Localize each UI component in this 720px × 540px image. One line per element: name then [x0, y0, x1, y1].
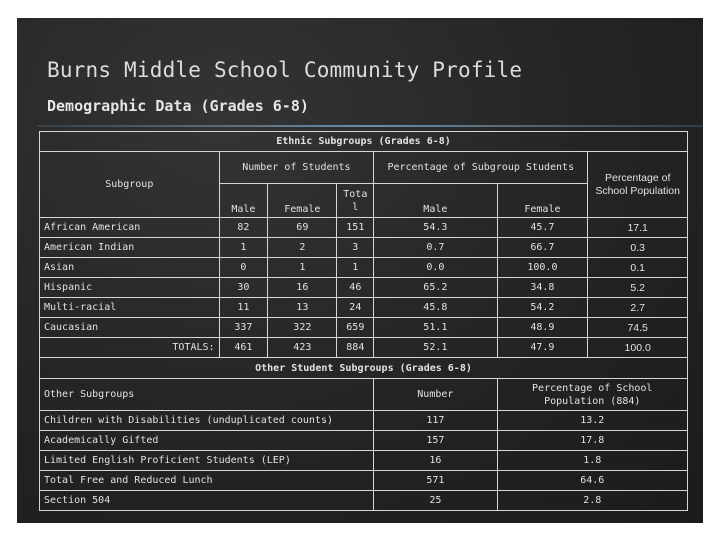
pct-school: 0.3: [588, 238, 688, 258]
table-row: [40, 411, 688, 431]
male-count: 82: [219, 218, 268, 238]
pct-male: 54.3: [374, 218, 497, 238]
table-row: [40, 258, 688, 278]
table-row: [40, 431, 688, 451]
pct-female: 48.9: [497, 318, 588, 338]
pct-female: 45.7: [497, 218, 588, 238]
pct-male: 51.1: [374, 318, 497, 338]
total-count: 46: [337, 278, 374, 298]
other-subgroup-name: Academically Gifted: [40, 431, 374, 451]
subgroup-name: Asian: [40, 258, 220, 278]
totals-female: 423: [268, 338, 337, 358]
totals-pct-female: 47.9: [497, 338, 588, 358]
female-count: 13: [268, 298, 337, 318]
pct-male: 0.7: [374, 238, 497, 258]
totals-total: 884: [337, 338, 374, 358]
other-pct: 2.8: [497, 491, 688, 511]
col-number-header: Number: [374, 379, 497, 411]
totals-male: 461: [219, 338, 268, 358]
pct-school: 2.7: [588, 298, 688, 318]
other-number: 16: [374, 451, 497, 471]
table-row: [40, 278, 688, 298]
female-count: 1: [268, 258, 337, 278]
title-underline: [37, 125, 703, 127]
pct-female: 54.2: [497, 298, 588, 318]
page-title: Burns Middle School Community Profile: [47, 58, 523, 82]
pct-male: 65.2: [374, 278, 497, 298]
pct-school: 5.2: [588, 278, 688, 298]
other-heading: Other Student Subgroups (Grades 6-8): [40, 358, 688, 379]
subgroup-name: Hispanic: [40, 278, 220, 298]
other-subgroup-name: Limited English Proficient Students (LEP): [40, 451, 374, 471]
other-subgroup-name: Total Free and Reduced Lunch: [40, 471, 374, 491]
other-number: 157: [374, 431, 497, 451]
col-female-header: Female: [268, 184, 337, 218]
pct-female: 66.7: [497, 238, 588, 258]
section-subtitle: Demographic Data (Grades 6-8): [47, 97, 309, 115]
subgroup-name: Caucasian: [40, 318, 220, 338]
other-pct: 13.2: [497, 411, 688, 431]
male-count: 337: [219, 318, 268, 338]
pct-female: 34.8: [497, 278, 588, 298]
pct-school: 0.1: [588, 258, 688, 278]
slide: [17, 18, 703, 523]
demographic-table: [39, 131, 688, 511]
subgroup-name: Multi-racial: [40, 298, 220, 318]
subgroup-name: American Indian: [40, 238, 220, 258]
col-male-header: Male: [219, 184, 268, 218]
col-pct-school-header: Percentage of School Population: [588, 152, 688, 218]
other-subgroup-name: Children with Disabilities (unduplicated counts): [40, 411, 374, 431]
totals-row: [40, 338, 688, 358]
male-count: 30: [219, 278, 268, 298]
other-pct: 64.6: [497, 471, 688, 491]
total-count: 151: [337, 218, 374, 238]
col-pct-subgroup-header: Percentage of Subgroup Students: [374, 152, 588, 184]
col-total-header: Total: [337, 184, 374, 218]
table-row: [40, 298, 688, 318]
total-count: 1: [337, 258, 374, 278]
totals-pct-school: 100.0: [588, 338, 688, 358]
other-pct: 1.8: [497, 451, 688, 471]
pct-male: 45.8: [374, 298, 497, 318]
female-count: 16: [268, 278, 337, 298]
col-pct-male-header: Male: [374, 184, 497, 218]
table-row: [40, 238, 688, 258]
totals-pct-male: 52.1: [374, 338, 497, 358]
col-subgroup-header: Subgroup: [40, 152, 220, 218]
male-count: 11: [219, 298, 268, 318]
table-row: [40, 471, 688, 491]
total-count: 3: [337, 238, 374, 258]
table-row: [40, 218, 688, 238]
pct-female: 100.0: [497, 258, 588, 278]
other-subgroup-name: Section 504: [40, 491, 374, 511]
total-count: 24: [337, 298, 374, 318]
other-pct: 17.8: [497, 431, 688, 451]
pct-school: 17.1: [588, 218, 688, 238]
other-number: 25: [374, 491, 497, 511]
male-count: 1: [219, 238, 268, 258]
col-other-subgroups-header: Other Subgroups: [40, 379, 374, 411]
female-count: 69: [268, 218, 337, 238]
female-count: 2: [268, 238, 337, 258]
subgroup-name: African American: [40, 218, 220, 238]
female-count: 322: [268, 318, 337, 338]
total-count: 659: [337, 318, 374, 338]
pct-school: 74.5: [588, 318, 688, 338]
other-number: 571: [374, 471, 497, 491]
table-row: [40, 491, 688, 511]
col-pct-female-header: Female: [497, 184, 588, 218]
table-row: [40, 451, 688, 471]
pct-male: 0.0: [374, 258, 497, 278]
male-count: 0: [219, 258, 268, 278]
other-number: 117: [374, 411, 497, 431]
totals-label: TOTALS:: [40, 338, 220, 358]
col-percentage-header: Percentage of School Population (884): [497, 379, 688, 411]
table-row: [40, 318, 688, 338]
col-number-students-header: Number of Students: [219, 152, 374, 184]
ethnic-heading: Ethnic Subgroups (Grades 6-8): [40, 132, 688, 152]
